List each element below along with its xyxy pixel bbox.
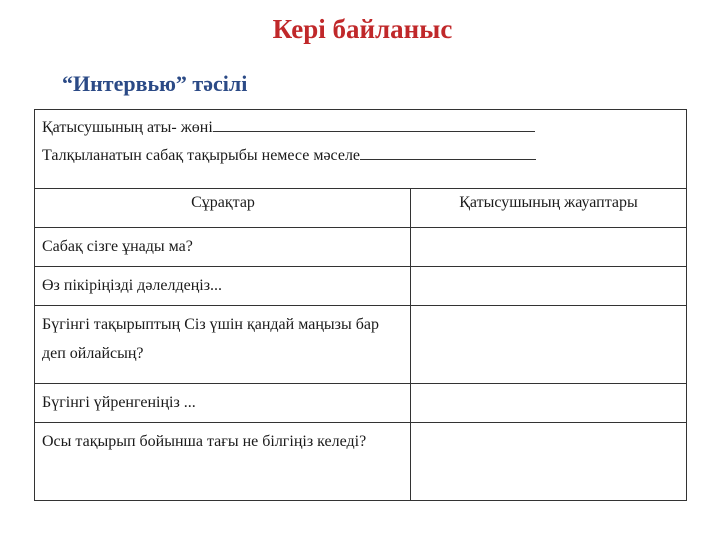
question-cell: Сабақ сізге ұнады ма?: [35, 228, 411, 266]
lesson-topic-input-line[interactable]: [360, 145, 536, 160]
table-row: [35, 423, 686, 500]
column-header-questions: Сұрақтар: [35, 189, 411, 227]
table-row: [35, 267, 686, 306]
lesson-topic-field: [42, 145, 536, 165]
form-header: [35, 110, 686, 189]
column-header-answers: Қатысушының жауаптары: [459, 194, 638, 211]
table-row: [35, 384, 686, 423]
interview-form: [34, 109, 687, 501]
question-cell: Бүгінгі тақырыптың Сіз үшін қандай маңызы бар деп ойлайсың?: [35, 306, 411, 383]
table-row: [35, 228, 686, 267]
question-cell: Өз пікіріңізді дәлелдеңіз...: [35, 267, 411, 305]
answer-cell[interactable]: [411, 384, 686, 422]
table-row: [35, 306, 686, 384]
participant-name-input-line[interactable]: [213, 117, 535, 132]
page-title: Кері байланыс: [272, 14, 453, 44]
participant-name-field: [42, 117, 535, 137]
answer-cell[interactable]: [411, 267, 686, 305]
question-cell: Осы тақырып бойынша тағы не білгіңіз келеді?: [35, 423, 411, 500]
lesson-topic-label: Талқыланатын сабақ тақырыбы немесе мәселе: [42, 147, 361, 164]
method-subtitle: “Интервью” тәсілі: [62, 71, 248, 96]
question-cell: Бүгінгі үйренгеніңіз ...: [35, 384, 411, 422]
table-header-row: [35, 189, 686, 228]
participant-name-label: Қатысушының аты- жөні: [42, 119, 213, 136]
answer-cell[interactable]: [411, 306, 686, 383]
answer-cell[interactable]: [411, 423, 686, 500]
answer-cell[interactable]: [411, 228, 686, 266]
